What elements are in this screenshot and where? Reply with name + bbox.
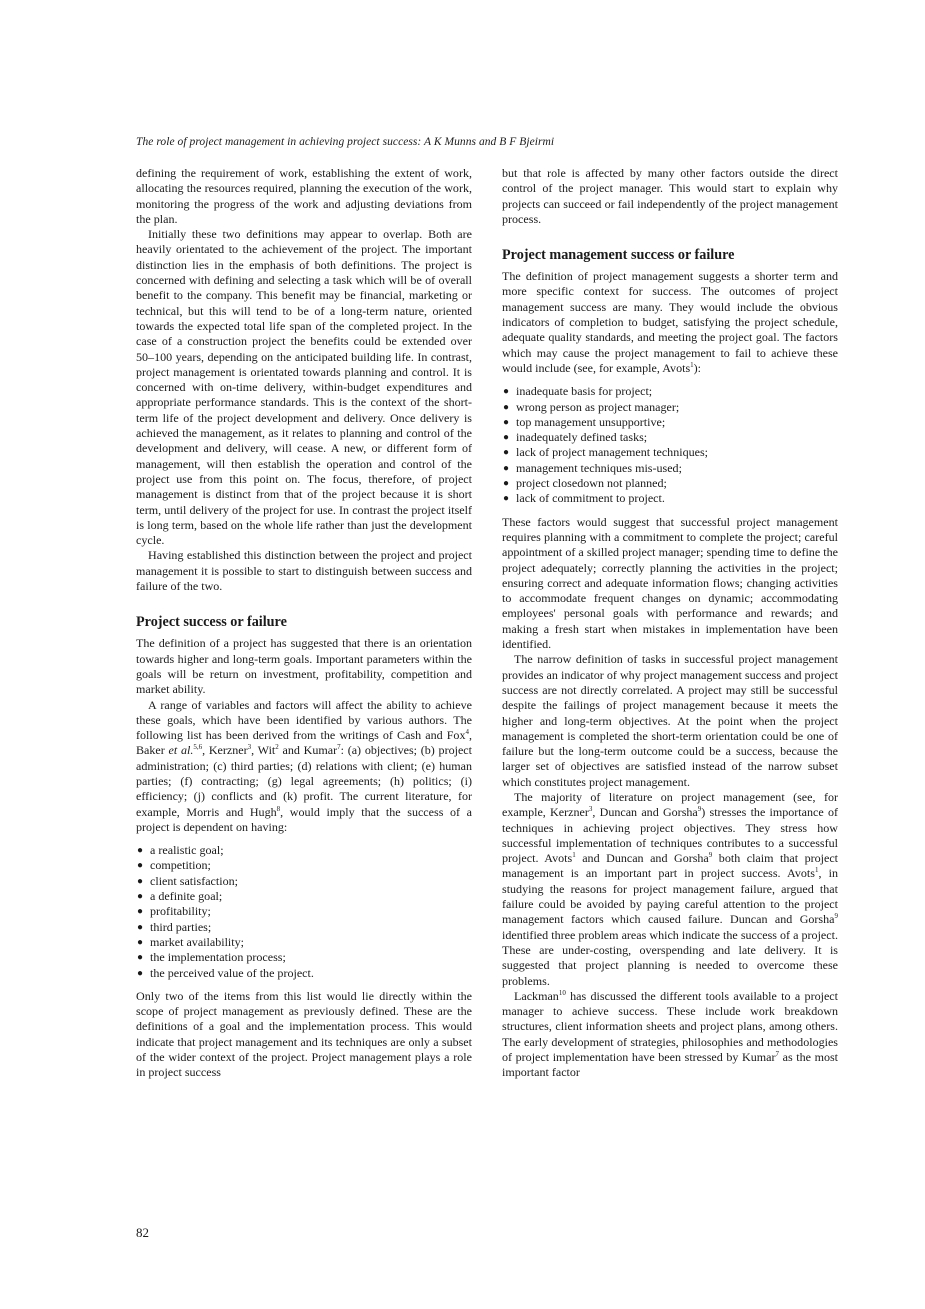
list-item: ● profitability; bbox=[137, 904, 211, 919]
running-head: The role of project management in achieving project success: A K Munns and B F Bjeirmi bbox=[136, 136, 555, 148]
page-number: 82 bbox=[136, 1225, 149, 1240]
reference: 7 bbox=[337, 743, 341, 752]
reference: 10 bbox=[558, 988, 566, 997]
reference: 1 bbox=[814, 866, 819, 875]
paragraph: Lackman$^{10}$ has discussed the different tools available to a project manager to achieve success. These include work breakdown structures, client information sheets and project plans, among others. The early development of strategies, philosophies and methodologies of project implementation have been stressed by Kumar$^7$ as the most important factor bbox=[502, 988, 839, 1080]
paragraph: These factors would suggest that successful project management requires planning with a commitment to complete the project; careful appointment of a skilled project manager; spending time to define the project adequately; correctly planning the activities in the project; ensuring correct and adequate information flows; changing activities to accommodate frequent changes on dynamic; accommodating employees' personal goals with performance and rewards; and making a fresh start when mistakes in implementation have been identified. bbox=[502, 514, 838, 652]
paragraph: Only two of the items from this list would lie directly within the scope of project management as previously defined. These are the definitions of a goal and the implementation process. This would indicate that project management and its techniques are only a subset of the wider context of the project. Project management plays a role in project success bbox=[136, 988, 472, 1080]
paragraph: The definition of a project has suggested that there is an orientation towards higher and long-term goals. Important parameters within the goals will be return on investment, profitability, competition and market ability. bbox=[136, 636, 472, 697]
reference: 9 bbox=[834, 912, 838, 921]
success-list bbox=[136, 843, 472, 981]
list-item: ● a realistic goal; bbox=[137, 843, 224, 858]
bullet-icon: ● bbox=[137, 967, 144, 979]
list-item: ● third parties; bbox=[137, 919, 212, 934]
paragraph: Initially these two definitions may appear to overlap. Both are heavily orientated to the achievement of the project. The important distinction lies in the emphasis of both definitions. The project is concerned with defining and selecting a task which will be of overall benefit to the company. This benefit may be financial, marketing or technical, but this will tend to be of a long-term nature, oriented towards the expected total life span of the completed project. In the case of a construction project the benefits could be extended over 50–100 years, depending on the anticipated building life. In contrast, project management is orientated towards planning and control. It is concerned with on-time delivery, within-budget expenditures and appropriate performance standards. This is the context of the short-term life of the project development and delivery. Once delivery is achieved the management, as it relates to planning and control of the development and delivery, will cease. A new, or different form of management, will then establish the operation and control of the project use from this point on. The focus, therefore, of project management is distinct from that of the project because it is short term, until delivery of the project for use. In contrast the project itself is long term, based on the whole life rather than just the development cycle. bbox=[136, 227, 472, 548]
list-item: ● competition; bbox=[137, 858, 211, 873]
list-item: ● inadequately defined tasks; bbox=[503, 430, 648, 445]
list-item: ● lack of commitment to project. bbox=[503, 491, 665, 506]
paragraph: The definition of project management suggests a shorter term and more specific context for success. The outcomes of project management success are many. They would include the obvious indicators of completion to budget, satisfying the project schedule, adequate quality standards, and meeting the project goal. The factors which may cause the project management to fail to achieve these would include (see, for example, Avots$^1$): bbox=[502, 269, 838, 375]
list-item: ● the perceived value of the project. bbox=[137, 965, 314, 980]
list-item: ● the implementation process; bbox=[137, 950, 286, 965]
paragraph: Having established this distinction between the project and project management it is possible to start to distinguish between success and failure of the two. bbox=[136, 548, 472, 594]
list-item: ● inadequate basis for project; bbox=[503, 384, 653, 399]
bullet-icon: ● bbox=[503, 493, 510, 505]
list-item: ● top management unsupportive; bbox=[503, 414, 666, 429]
reference: 9 bbox=[697, 805, 702, 814]
paragraph: A range of variables and factors will affect the ability to achieve these goals, which have been identified by various authors. The following list has been derived from the writings of Cash and Fox$^4$, Baker et al.$^{5,6}$, Kerzner$^3$, Wit$^2$ and Kumar$^7$: (a) objectives; (b) project administration; (c) third parties; (d) relations with client; (e) human parties; (f) contracting; (g) legal agreements; (h) politics; (i) efficiency; (j) conflicts and (k) profit. The current literature, for example, Morris and Hugh$^8$, would imply that the success of a project is dependent on having: bbox=[136, 697, 472, 834]
paragraph: The narrow definition of tasks in successful project management provides an indicator of why project management success and project success are not directly correlated. A project may still be successful despite the failings of project management because it meets the higher and long-term objectives. At the point when the project management is completed the short-term orientation could be one of failure but the long-term outcome could be a success, because the larger set of objectives are satisfied instead of the narrow subset which constitutes project management. bbox=[502, 652, 838, 789]
reference: 4 bbox=[465, 728, 469, 737]
reference: 5,6 bbox=[193, 743, 203, 752]
paragraph: The majority of literature on project management (see, for example, Kerzner$^3$, Duncan and Gorsha$^9$) stresses the importance of techniques in achieving project objectives. They stress how successful implementation of techniques contributes to a successful project. Avots$^1$ and Duncan and Gorsha$^9$ both claim that project management is an important part in project success. Avots$^1$, in studying the reasons for project management failure, argued that failure could be avoided by paying careful attention to the project management factors which caused failure. Duncan and Gorsha$^9$ identified three problem areas which indicate the success of a project. These are under-costing, overspending and late delivery. It is suggested that project planning is needed to overcome these problems. bbox=[502, 789, 839, 988]
bullet-icon: ● bbox=[137, 891, 144, 903]
section-heading: Project management success or failure bbox=[502, 247, 735, 264]
reference: 7 bbox=[775, 1050, 779, 1059]
bullet-icon: ● bbox=[137, 952, 144, 964]
bullet-icon: ● bbox=[503, 401, 510, 413]
reference: 1 bbox=[690, 360, 694, 369]
list-item: ● client satisfaction; bbox=[137, 873, 238, 888]
right-column bbox=[502, 166, 838, 1081]
reference: 9 bbox=[708, 851, 713, 860]
section-heading: Project success or failure bbox=[136, 614, 287, 631]
reference: 8 bbox=[276, 804, 281, 813]
paragraph: defining the requirement of work, establishing the extent of work, allocating the resources required, planning the execution of the work, monitoring the progress of the work and adjusting deviations from the plan. bbox=[136, 166, 472, 226]
bullet-icon: ● bbox=[137, 875, 144, 887]
bullet-icon: ● bbox=[503, 478, 510, 490]
reference: 3 bbox=[247, 743, 252, 752]
reference: 3 bbox=[588, 805, 593, 814]
bullet-icon: ● bbox=[503, 386, 510, 398]
bullet-icon: ● bbox=[503, 416, 510, 428]
bullet-icon: ● bbox=[503, 432, 510, 444]
bullet-icon: ● bbox=[503, 462, 510, 474]
list-item: ● lack of project management techniques; bbox=[503, 445, 709, 460]
bullet-icon: ● bbox=[137, 860, 144, 872]
list-item: ● project closedown not planned; bbox=[503, 476, 667, 491]
bullet-icon: ● bbox=[137, 845, 144, 857]
bullet-icon: ● bbox=[137, 936, 144, 948]
list-item: ● a definite goal; bbox=[137, 889, 223, 904]
list-item: ● market availability; bbox=[137, 934, 244, 949]
list-item: ● management techniques mis-used; bbox=[503, 460, 682, 475]
list-item: ● wrong person as project manager; bbox=[503, 399, 680, 414]
bullet-icon: ● bbox=[503, 447, 510, 459]
reference: 1 bbox=[572, 851, 576, 860]
bullet-icon: ● bbox=[137, 906, 144, 918]
bullet-icon: ● bbox=[137, 921, 144, 933]
reference: 2 bbox=[275, 743, 279, 752]
failure-factors-list bbox=[502, 384, 838, 506]
left-column bbox=[136, 166, 472, 1081]
paragraph: but that role is affected by many other factors outside the direct control of the project manager. This would start to explain why projects can succeed or fail independently of the project management process. bbox=[502, 166, 838, 226]
